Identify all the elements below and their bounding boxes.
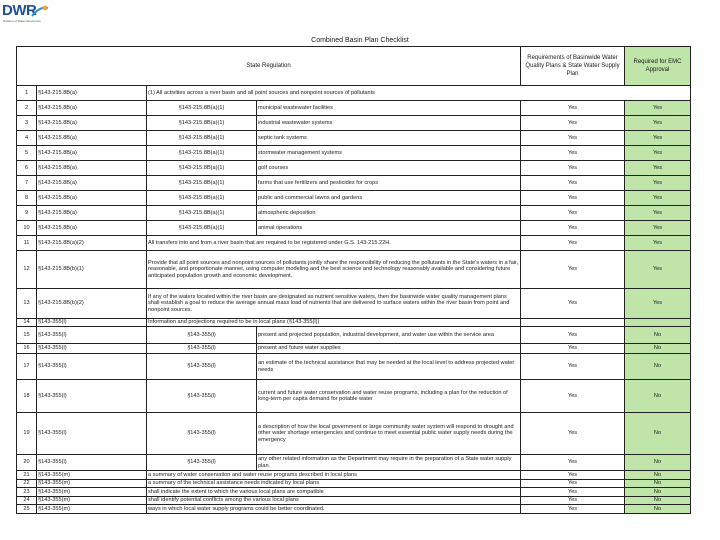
row-emc-approval: No [625,344,691,354]
row-emc-approval: Yes [625,176,691,191]
table-row [17,455,691,471]
row-description: stormwater management systems [257,146,521,161]
row-citation: §143-355(m) [37,496,147,505]
row-number: 10 [17,221,37,236]
table-row [17,289,691,319]
row-citation: §143-355(l) [37,344,147,354]
logo-subtitle: Division of Water Resources [3,19,41,23]
row-sub-citation: §143-215.8B(a)(1) [147,101,257,116]
row-citation: §143-355(l) [37,380,147,413]
table-row [17,471,691,480]
row-requirement: Yes [521,327,625,344]
header-requirements: Requirements of Basinwide Water Quality Plans & State Water Supply Plan [521,47,625,86]
row-sub-citation: §143-215.8B(a)(1) [147,116,257,131]
row-citation: §143-215.8B(a) [37,101,147,116]
row-citation: §143-355(m) [37,505,147,514]
row-citation: §143-355(m) [37,488,147,497]
row-emc-approval: No [625,380,691,413]
row-emc-approval: Yes [625,251,691,289]
row-number: 14 [17,319,37,327]
row-number: 18 [17,380,37,413]
row-description: an estimate of the technical assistance that may be needed at the local level to address projected water needs [257,354,521,380]
row-citation: §143-215.8B(b)(2) [37,289,147,319]
table-row [17,319,691,327]
row-citation: §143-215.8B(a)(2) [37,236,147,251]
row-requirement: Yes [521,251,625,289]
row-emc-approval: Yes [625,236,691,251]
row-number: 4 [17,131,37,146]
row-emc-approval: Yes [625,221,691,236]
row-description: animal operations [257,221,521,236]
row-number: 22 [17,479,37,488]
row-number: 8 [17,191,37,206]
row-requirement: Yes [521,471,625,480]
row-emc-approval: No [625,327,691,344]
row-sub-citation: §143-215.8B(a)(1) [147,221,257,236]
row-citation: §143-215.8B(b)(1) [37,251,147,289]
table-row [17,131,691,146]
row-number: 5 [17,146,37,161]
page-title: Combined Basin Plan Checklist [311,37,409,44]
row-requirement: Yes [521,380,625,413]
row-description: shall identify potential conflicts among the various local plans [147,496,521,505]
row-description: a summary of water conservation and water reuse programs described in local plans [147,471,521,480]
row-requirement: Yes [521,236,625,251]
row-number: 19 [17,413,37,455]
row-sub-citation: §143-215.8B(a)(1) [147,161,257,176]
row-description: atmospheric deposition [257,206,521,221]
row-citation: §143-355(l) [37,354,147,380]
row-emc-approval: Yes [625,191,691,206]
row-requirement: Yes [521,146,625,161]
row-requirement: Yes [521,479,625,488]
row-requirement: Yes [521,116,625,131]
row-citation: §143-355(m) [37,471,147,480]
row-requirement: Yes [521,354,625,380]
row-description: All transfers into and from a river basin that are required to be registered under G.S. 143-215.22H. [147,236,521,251]
row-emc-approval: No [625,496,691,505]
table-row [17,191,691,206]
row-description: present and projected population, industrial development, and water use within the service area [257,327,521,344]
row-citation: §143-215.8B(a) [37,116,147,131]
row-description: Provide that all point sources and nonpoint sources of pollutants jointly share the responsibility of reducing the pollutants in the State's waters in a fair, reasonable, and proportionate manner, using computer modeling and the best science and technology reasonably available and considering future anticipated population growth and economic development. [147,251,521,289]
row-sub-citation: §143-215.8B(a)(1) [147,131,257,146]
table-row [17,176,691,191]
row-emc-approval: No [625,455,691,471]
table-row [17,251,691,289]
table-row [17,221,691,236]
row-description: a description of how the local government or large community water system will respond to drought and other water shortage emergencies and continue to meet essential public water supply needs during the emergency [257,413,521,455]
row-number: 12 [17,251,37,289]
row-sub-citation: §143-355(l) [147,380,257,413]
row-sub-citation: §143-215.8B(a)(1) [147,176,257,191]
table-row [17,413,691,455]
row-description: septic tank systems [257,131,521,146]
row-emc-approval: Yes [625,161,691,176]
row-description: public and commercial lawns and gardens [257,191,521,206]
table-row [17,488,691,497]
row-emc-empty [625,319,691,327]
row-requirement: Yes [521,488,625,497]
checklist-table [16,46,691,514]
table-header-row [17,47,691,86]
table-row [17,146,691,161]
row-description: a summary of the technical assistance needs indicated by local plans [147,479,521,488]
row-description: (1) All activities across a river basin and all point sources and nonpoint sources of pollutants [147,86,691,101]
row-emc-approval: No [625,505,691,514]
table-row [17,327,691,344]
row-description: current and future water conservation and water reuse programs, including a plan for the reduction of long-term per capita demand for potable water [257,380,521,413]
row-number: 3 [17,116,37,131]
table-row [17,206,691,221]
table-row [17,86,691,101]
row-citation: §143-215.8B(a) [37,146,147,161]
table-row [17,479,691,488]
row-requirement: Yes [521,176,625,191]
row-number: 7 [17,176,37,191]
row-citation: §143-215.8B(a) [37,176,147,191]
row-citation: §143-355(m) [37,479,147,488]
row-emc-approval: Yes [625,146,691,161]
header-state-regulation: State Regulation [17,47,521,86]
row-number: 9 [17,206,37,221]
table-row [17,496,691,505]
row-emc-approval: No [625,471,691,480]
row-emc-approval: Yes [625,131,691,146]
header-emc-approval: Required for EMC Approval [625,47,691,86]
table-row [17,354,691,380]
row-requirement: Yes [521,413,625,455]
row-description: shall indicate the extent to which the various local plans are compatible [147,488,521,497]
row-requirement: Yes [521,496,625,505]
row-citation: §143-215.8B(a) [37,221,147,236]
row-description: farms that use fertilizers and pesticides for crops [257,176,521,191]
table-row [17,116,691,131]
row-number: 25 [17,505,37,514]
row-sub-citation: §143-355(l) [147,327,257,344]
row-sub-citation: §143-355(l) [147,455,257,471]
row-requirement: Yes [521,289,625,319]
table-row [17,505,691,514]
row-number: 21 [17,471,37,480]
row-description: industrial wastewater systems [257,116,521,131]
row-requirement: Yes [521,344,625,354]
logo-text: DWR [2,2,37,19]
row-requirement-empty [521,319,625,327]
row-description: golf courses [257,161,521,176]
row-emc-approval: No [625,479,691,488]
row-citation: §143-355(l) [37,327,147,344]
row-number: 15 [17,327,37,344]
row-description: Information and projections required to be in local plans (§143-355(l)) [147,319,521,327]
row-description: municipal wastewater facilities [257,101,521,116]
row-sub-citation: §143-215.8B(a)(1) [147,206,257,221]
row-citation: §143-355(l) [37,413,147,455]
row-description: If any of the waters located within the river basin are designated as nutrient sensitive waters, then the basinwide water quality management plans shall establish a goal to reduce the average annual mass load of nutrients that are delivered to surface waters within the river basin from point and nonpoint sources. [147,289,521,319]
row-number: 11 [17,236,37,251]
row-citation: §143-215.8B(a) [37,191,147,206]
row-emc-approval: Yes [625,101,691,116]
table-row [17,380,691,413]
row-number: 20 [17,455,37,471]
row-citation: §143-355(l) [37,319,147,327]
table-row [17,101,691,116]
row-sub-citation: §143-355(l) [147,354,257,380]
table-row [17,161,691,176]
row-emc-approval: No [625,354,691,380]
row-number: 6 [17,161,37,176]
row-emc-approval: Yes [625,116,691,131]
row-citation: §143-215.8B(a) [37,86,147,101]
row-citation: §143-215.8B(a) [37,161,147,176]
row-number: 16 [17,344,37,354]
dwr-logo [2,2,50,24]
row-number: 13 [17,289,37,319]
row-sub-citation: §143-355(l) [147,344,257,354]
row-requirement: Yes [521,221,625,236]
row-citation: §143-215.8B(a) [37,206,147,221]
row-emc-approval: Yes [625,289,691,319]
row-requirement: Yes [521,206,625,221]
row-description: any other related information as the Department may require in the preparation of a State water supply plan. [257,455,521,471]
row-citation: §143-215.8B(a) [37,131,147,146]
row-number: 23 [17,488,37,497]
row-emc-approval: Yes [625,206,691,221]
table-row [17,344,691,354]
row-requirement: Yes [521,161,625,176]
row-emc-approval: No [625,413,691,455]
row-requirement: Yes [521,191,625,206]
row-description: ways in which local water supply programs could be better coordinated. [147,505,521,514]
row-number: 1 [17,86,37,101]
row-requirement: Yes [521,101,625,116]
row-citation: §143-355(l) [37,455,147,471]
row-number: 24 [17,496,37,505]
row-sub-citation: §143-215.8B(a)(1) [147,146,257,161]
water-drop-icon [30,4,50,18]
row-requirement: Yes [521,455,625,471]
row-number: 17 [17,354,37,380]
row-sub-citation: §143-215.8B(a)(1) [147,191,257,206]
row-number: 2 [17,101,37,116]
row-emc-approval: No [625,488,691,497]
row-requirement: Yes [521,505,625,514]
row-description: present and future water supplies [257,344,521,354]
table-row [17,236,691,251]
row-requirement: Yes [521,131,625,146]
row-sub-citation: §143-355(l) [147,413,257,455]
